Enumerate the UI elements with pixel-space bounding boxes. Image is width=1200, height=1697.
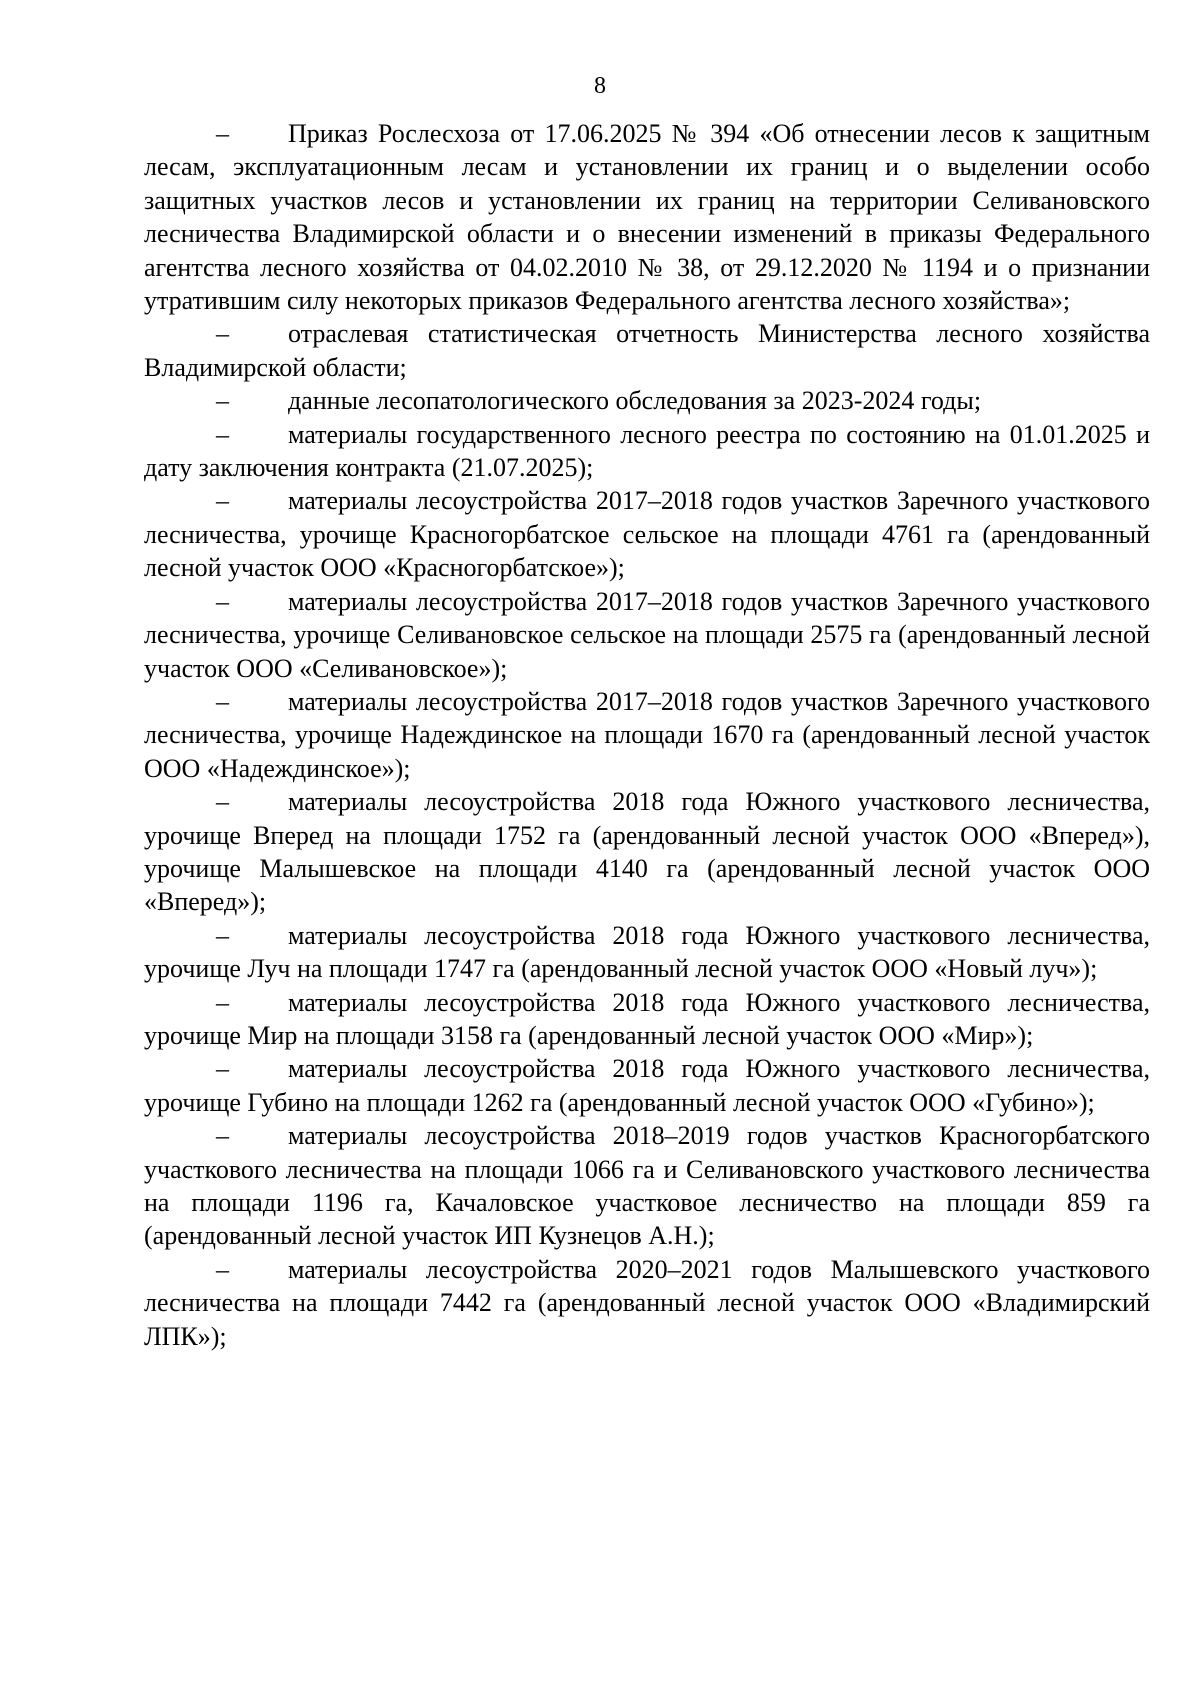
list-dash: – — [216, 920, 229, 950]
list-item-text: материалы лесоустройства 2017–2018 годов участков Заречного участкового лесничества, урочище Надеждинское на площади 1670 га (арендованный лесной участок ООО «Надеждинское»); — [144, 686, 1150, 783]
list-item — [144, 1119, 1150, 1253]
list-item-text: отраслевая статистическая отчетность Министерства лесного хозяйства Владимирской области; — [144, 319, 1150, 382]
list-item — [144, 986, 1150, 1053]
list-item-text: материалы лесоустройства 2017–2018 годов участков Заречного участкового лесничества, урочище Селивановское сельское на площади 2575 га (арендованный лесной участок ООО «Селивановское»); — [144, 586, 1150, 683]
list-dash: – — [216, 1054, 229, 1084]
list-item — [144, 1253, 1150, 1353]
list-item-text: материалы лесоустройства 2018–2019 годов участков Красногорбатского участкового лесничества на площади 1066 га и Селивановского участкового лесничества на площади 1196 га, Качаловское участковое лесничество на площади 859 га (арендованный лесной участок ИП Кузнецов А.Н.); — [144, 1121, 1150, 1251]
list-dash: – — [216, 119, 229, 148]
list-item-text: материалы лесоустройства 2018 года Южного участкового лесничества, урочище Луч на площади 1747 га (арендованный лесной участок ООО «Новый луч»); — [144, 920, 1150, 984]
list-item — [144, 484, 1150, 584]
list-dash: – — [216, 987, 229, 1017]
list-item — [144, 685, 1150, 785]
list-item — [144, 117, 1150, 317]
list-item-text: материалы лесоустройства 2020–2021 годов Малышевского участкового лесничества на площади 7442 га (арендованный лесной участок ООО «Владимирский ЛПК»); — [144, 1254, 1150, 1351]
list-item — [144, 785, 1150, 919]
list-dash: – — [216, 586, 229, 616]
list-dash: – — [216, 1254, 229, 1284]
source-list — [144, 117, 1150, 1353]
list-item — [144, 418, 1150, 485]
list-dash: – — [216, 319, 229, 349]
list-dash: – — [216, 386, 229, 416]
list-dash: – — [216, 787, 229, 817]
page-number: 8 — [594, 73, 606, 99]
list-item — [144, 317, 1150, 384]
list-item — [144, 384, 1150, 417]
list-item-text: материалы лесоустройства 2018 года Южного участкового лесничества, урочище Губино на площади 1262 га (арендованный лесной участок ООО «Губино»); — [144, 1054, 1150, 1117]
list-item-text: материалы государственного лесного реестра по состоянию на 01.01.2025 и дату заключения контракта (21.07.2025); — [144, 419, 1150, 483]
list-dash: – — [216, 419, 229, 449]
list-item-text: данные лесопатологического обследования за 2023-2024 годы; — [288, 386, 982, 416]
list-item-text: материалы лесоустройства 2018 года Южного участкового лесничества, урочище Вперед на площади 1752 га (арендованный лесной участок ООО «Вперед»), урочище Малышевское на площади 4140 га (арендованный лесной участок ООО «Вперед»); — [144, 787, 1150, 917]
list-dash: – — [216, 686, 229, 716]
list-item — [144, 1052, 1150, 1119]
list-dash: – — [216, 486, 229, 516]
list-item-text: материалы лесоустройства 2017–2018 годов участков Заречного участкового лесничества, урочище Красногорбатское сельское на площади 4761 га (арендованный лесной участок ООО «Красногорбатское»); — [144, 486, 1150, 583]
list-item-text: материалы лесоустройства 2018 года Южного участкового лесничества, урочище Мир на площади 3158 га (арендованный лесной участок ООО «Мир»); — [144, 987, 1150, 1050]
list-item-text: Приказ Рослесхоза от 17.06.2025 № 394 «Об отнесении лесов к защитным лесам, эксплуатационным лесам и установлении их границ и о выделении особо защитных участков лесов и установлении их границ на территории Селивановского лесничества Владимирской области и о внесении изменений в приказы Федерального агентства лесного хозяйства от 04.02.2010 № 38, от 29.12.2020 № 1194 и о признании утратившим силу некоторых приказов Федерального агентства лесного хозяйства»; — [144, 119, 1150, 316]
list-dash: – — [216, 1121, 229, 1151]
list-item — [144, 919, 1150, 986]
list-item — [144, 585, 1150, 685]
